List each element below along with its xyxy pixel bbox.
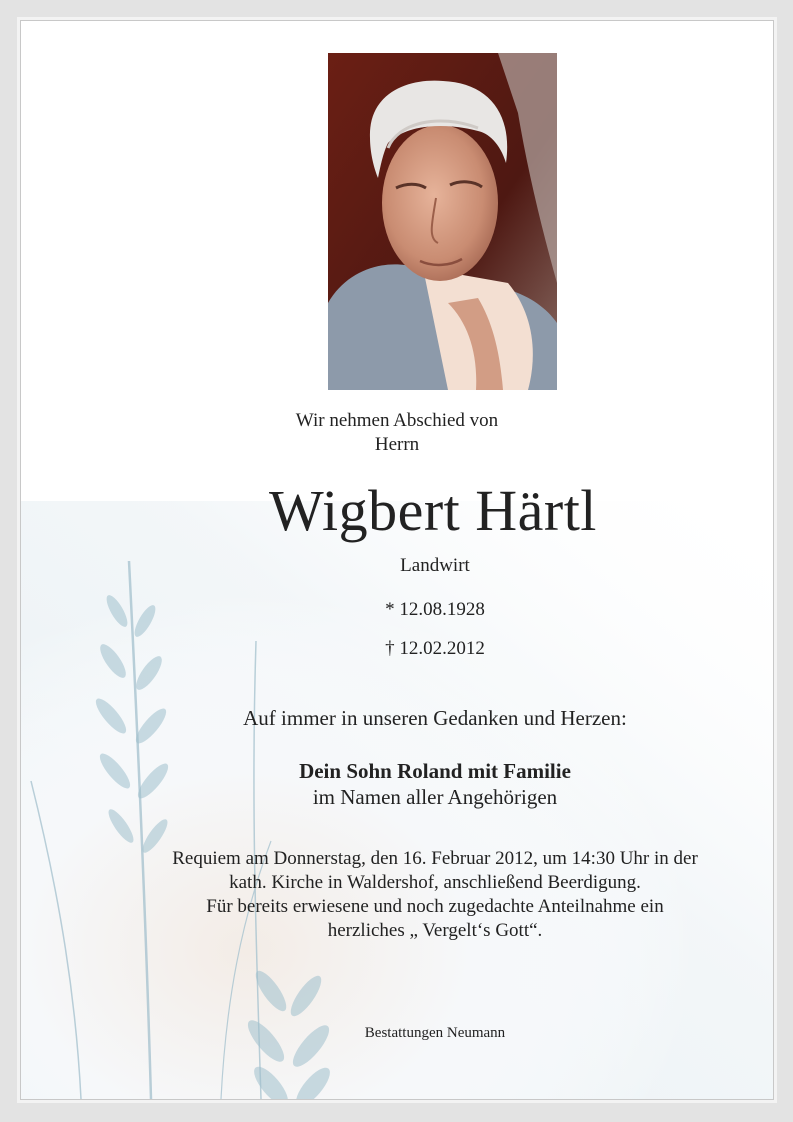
service-line-1: Requiem am Donnerstag, den 16. Februar 2012, um 14:30 Uhr in der xyxy=(172,848,698,869)
intro-line-2: Herrn xyxy=(374,434,420,455)
obituary-card xyxy=(20,20,774,1100)
death-date: † 12.02.2012 xyxy=(385,638,485,659)
portrait-photo xyxy=(328,53,557,390)
service-line-2: kath. Kirche in Waldershof, anschließend Beerdigung. xyxy=(229,872,641,893)
deceased-name: Wigbert Härtl xyxy=(269,478,597,543)
service-line-4: herzliches „ Vergelt‘s Gott“. xyxy=(327,920,543,941)
service-line-3: Für bereits erwiesene und noch zugedachte Anteilnahme ein xyxy=(206,896,664,917)
service-details xyxy=(59,847,774,943)
funeral-home: Bestattungen Neumann xyxy=(364,1025,506,1041)
family-signature: Dein Sohn Roland mit Familie xyxy=(299,759,571,783)
relatives-line: im Namen aller Angehörigen xyxy=(312,785,558,809)
birth-date: * 12.08.1928 xyxy=(385,599,485,620)
remembrance-line: Auf immer in unseren Gedanken und Herzen: xyxy=(243,706,627,730)
intro-line-1: Wir nehmen Abschied von xyxy=(295,410,499,431)
intro-text xyxy=(21,409,773,457)
occupation: Landwirt xyxy=(400,555,470,576)
